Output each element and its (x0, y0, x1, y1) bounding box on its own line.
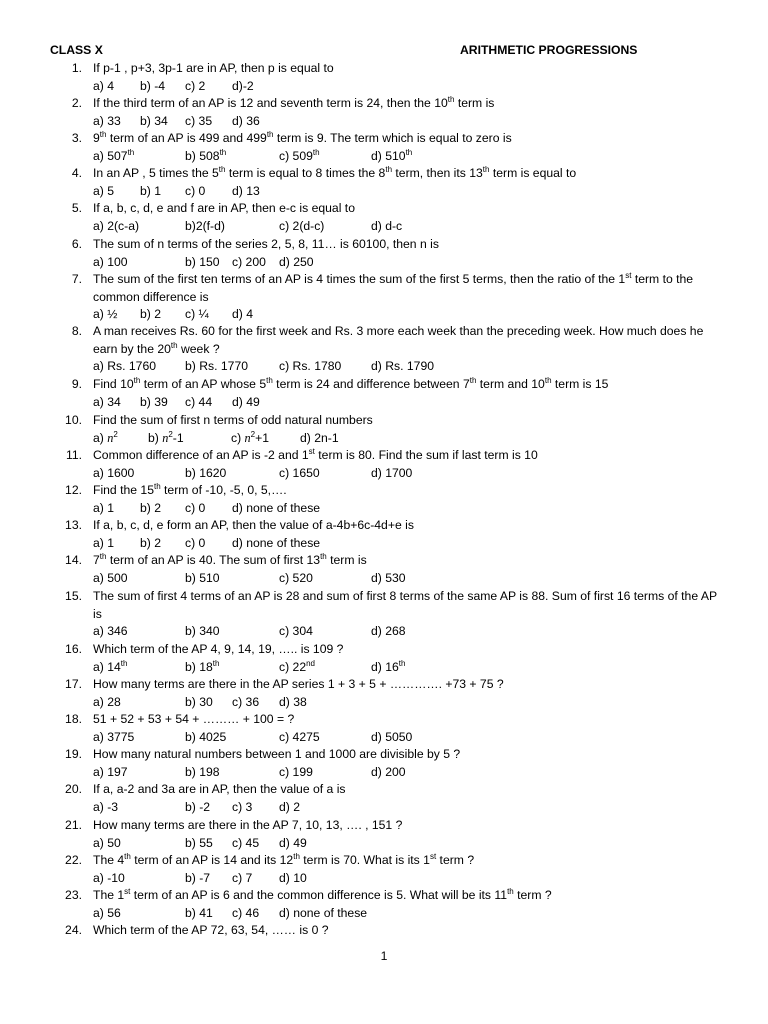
option-c: c) 0 (185, 535, 206, 550)
option-b: b) 55 (185, 835, 213, 850)
option-c: c) 36 (232, 694, 260, 709)
question-text: 9th term of an AP is 499 and 499th term is 9. The term which is equal to zero is (93, 130, 512, 145)
option-c: c) 45 (232, 835, 260, 850)
option-c: c) $n^2+1$ (231, 429, 269, 445)
option-b: b) 41 (185, 905, 213, 920)
option-a: a) $n^2$ (93, 429, 118, 445)
question-number: 4. (71, 166, 82, 180)
question-number: 17. (65, 677, 82, 691)
question-number: 16. (65, 642, 82, 656)
question-text: If a, b, c, d, e and f are in AP, then e-c is equal to (93, 201, 355, 215)
option-c: c) 199 (279, 764, 313, 779)
question-text: The sum of first 4 terms of an AP is 28 and sum of first 8 terms of the same AP is 88. Sum of first 16 terms of the AP is (93, 589, 717, 621)
option-d: d) 250 (279, 254, 314, 269)
question-number: 5. (71, 201, 82, 215)
option-c: c) 4275 (279, 729, 320, 744)
question-text: If the third term of an AP is 12 and seventh term is 24, then the 10th term is (93, 95, 495, 110)
option-a: a) 56 (93, 905, 121, 920)
option-d: d) 10 (279, 870, 307, 885)
option-d: d) 38 (279, 694, 307, 709)
option-b: b)2(f-d) (185, 218, 225, 233)
option-c: c) ¼ (185, 307, 209, 321)
option-c: c) 22nd (279, 658, 316, 674)
question-number: 24. (65, 923, 82, 937)
option-c: c) 7 (232, 870, 253, 885)
class-label: CLASS X (50, 43, 103, 57)
option-a: a) 34 (93, 394, 121, 409)
option-b: b) 198 (185, 764, 220, 779)
option-a: a) 100 (93, 254, 128, 269)
option-a: a) 33 (93, 113, 121, 128)
option-d: d) Rs. 1790 (371, 359, 435, 373)
option-b: b) 18th (185, 658, 220, 674)
option-c: c) 200 (232, 254, 266, 269)
question-text: How many terms are there in the AP series 1 + 3 + 5 + …………. +73 + 75 ? (93, 677, 504, 691)
option-c: c) 44 (185, 394, 213, 409)
option-d: d) 5050 (371, 729, 413, 744)
option-b: b) 340 (185, 624, 220, 638)
option-c: c) 2 (185, 78, 206, 93)
option-d: d) 2 (279, 799, 301, 814)
option-a: a) Rs. 1760 (93, 359, 157, 373)
question-number: 1. (71, 61, 82, 75)
question-number: 23. (65, 888, 82, 902)
option-a: a) 1 (93, 500, 115, 515)
question-text: How many natural numbers between 1 and 1000 are divisible by 5 ? (93, 747, 461, 761)
question-text: In an AP , 5 times the 5th term is equal to 8 times the 8th term, then its 13th term is equal to (93, 165, 577, 180)
question-text: If p-1 , p+3, 3p-1 are in AP, then p is equal to (93, 61, 334, 75)
option-d: d) 4 (232, 307, 254, 321)
option-b: b) 1620 (185, 465, 227, 480)
question-number: 22. (65, 853, 82, 867)
question-number: 19. (65, 747, 82, 761)
option-d: d) d-c (371, 218, 403, 233)
option-d: d) none of these (232, 535, 321, 550)
question-text: The sum of the first ten terms of an AP is 4 times the sum of the first 5 terms, then the ratio of the 1st term to the common difference is (93, 271, 694, 304)
option-d: d) none of these (279, 905, 368, 920)
option-b: b) 508th (185, 147, 227, 163)
question-text: The sum of n terms of the series 2, 5, 8, 11… is 60100, then n is (93, 237, 439, 251)
option-b: b) $n^2-1$ (148, 429, 184, 445)
question-text: Find the sum of first n terms of odd natural numbers (93, 413, 373, 427)
question-number: 15. (65, 589, 82, 603)
question-text: Find the 15th term of -10, -5, 0, 5,…. (93, 482, 287, 497)
question-text: A man receives Rs. 60 for the first week and Rs. 3 more each week than the preceding week. How much does he earn by the 20th week ? (93, 324, 704, 356)
option-b: b) 30 (185, 694, 213, 709)
question-number: 20. (65, 782, 82, 796)
option-a: a) 197 (93, 764, 128, 779)
question-text: How many terms are there in the AP 7, 10, 13, …. , 151 ? (93, 818, 403, 832)
option-d: d) 36 (232, 113, 260, 128)
option-a: a) 4 (93, 78, 115, 93)
option-b: b) 34 (140, 113, 168, 128)
option-a: a) -3 (93, 799, 119, 814)
page-number: 1 (380, 949, 388, 963)
question-number: 8. (71, 324, 82, 338)
question-number: 3. (71, 131, 82, 145)
option-d: d) 510th (371, 147, 413, 163)
option-c: c) 2(d-c) (279, 218, 325, 233)
option-a: a) 28 (93, 694, 121, 709)
option-d: d) 268 (371, 624, 406, 638)
option-c: c) 0 (185, 500, 206, 515)
option-d: d) 16th (371, 658, 406, 674)
option-c: c) 509th (279, 147, 320, 163)
option-a: a) 5 (93, 183, 115, 198)
option-b: b) 2 (140, 500, 162, 515)
option-d: d)-2 (232, 78, 254, 93)
option-d: d) 2n-1 (300, 430, 339, 445)
option-a: a) 50 (93, 835, 121, 850)
question-number: 6. (71, 237, 82, 251)
question-number: 14. (65, 553, 82, 567)
question-text: If a, b, c, d, e form an AP, then the value of a-4b+6c-4d+e is (93, 518, 414, 532)
option-b: b) -2 (185, 799, 211, 814)
option-b: b) 2 (140, 307, 162, 321)
option-b: b) 39 (140, 394, 168, 409)
option-a: a) 3775 (93, 729, 135, 744)
question-number: 2. (71, 96, 82, 110)
question-text: Which term of the AP 72, 63, 54, …… is 0 ? (93, 923, 329, 937)
option-d: d) 13 (232, 183, 260, 198)
question-text: 51 + 52 + 53 + 54 + ……… + 100 = ? (93, 712, 295, 726)
question-number: 12. (65, 483, 82, 497)
option-a: a) 14th (93, 658, 128, 674)
option-c: c) 0 (185, 183, 206, 198)
option-c: c) 3 (232, 799, 253, 814)
question-text: If a, a-2 and 3a are in AP, then the value of a is (93, 782, 346, 796)
option-b: b) 510 (185, 570, 220, 585)
option-b: b) Rs. 1770 (185, 359, 249, 373)
option-a: a) 500 (93, 570, 128, 585)
option-a: a) ½ (93, 307, 118, 321)
question-number: 21. (65, 818, 82, 832)
option-c: c) 1650 (279, 465, 320, 480)
option-d: d) 49 (232, 394, 260, 409)
question-text: Which term of the AP 4, 9, 14, 19, ….. is 109 ? (93, 642, 344, 656)
option-c: c) 46 (232, 905, 260, 920)
option-b: b) 1 (140, 183, 162, 198)
question-number: 9. (71, 377, 82, 391)
option-a: a) 1 (93, 535, 115, 550)
option-d: d) none of these (232, 500, 321, 515)
option-d: d) 530 (371, 570, 406, 585)
question-number: 18. (65, 712, 82, 726)
option-b: b) 2 (140, 535, 162, 550)
option-d: d) 1700 (371, 465, 413, 480)
question-text: Find 10th term of an AP whose 5th term is 24 and difference between 7th term and 10th term is 15 (93, 376, 609, 391)
option-c: c) 35 (185, 113, 213, 128)
option-a: a) 346 (93, 624, 128, 638)
option-d: d) 200 (371, 764, 406, 779)
option-b: b) -7 (185, 870, 211, 885)
question-text: The 4th term of an AP is 14 and its 12th term is 70. What is its 1st term ? (93, 852, 475, 867)
option-d: d) 49 (279, 835, 307, 850)
question-text: 7th term of an AP is 40. The sum of first 13th term is (93, 552, 367, 567)
option-a: a) -10 (93, 870, 125, 885)
question-number: 11. (65, 448, 82, 462)
option-b: b) 4025 (185, 729, 227, 744)
option-b: b) -4 (140, 78, 166, 93)
option-a: a) 507th (93, 147, 135, 163)
subject-title: ARITHMETIC PROGRESSIONS (460, 43, 638, 57)
option-c: c) 304 (279, 624, 313, 638)
option-a: a) 1600 (93, 465, 135, 480)
question-text: Common difference of an AP is -2 and 1st term is 80. Find the sum if last term is 10 (93, 447, 538, 462)
option-a: a) 2(c-a) (93, 218, 140, 233)
option-c: c) Rs. 1780 (279, 359, 342, 373)
option-b: b) 150 (185, 254, 220, 269)
option-c: c) 520 (279, 570, 313, 585)
question-number: 7. (71, 272, 82, 286)
question-number: 13. (65, 518, 82, 532)
question-text: The 1st term of an AP is 6 and the common difference is 5. What will be its 11th term ? (93, 887, 552, 902)
question-number: 10. (65, 413, 82, 427)
